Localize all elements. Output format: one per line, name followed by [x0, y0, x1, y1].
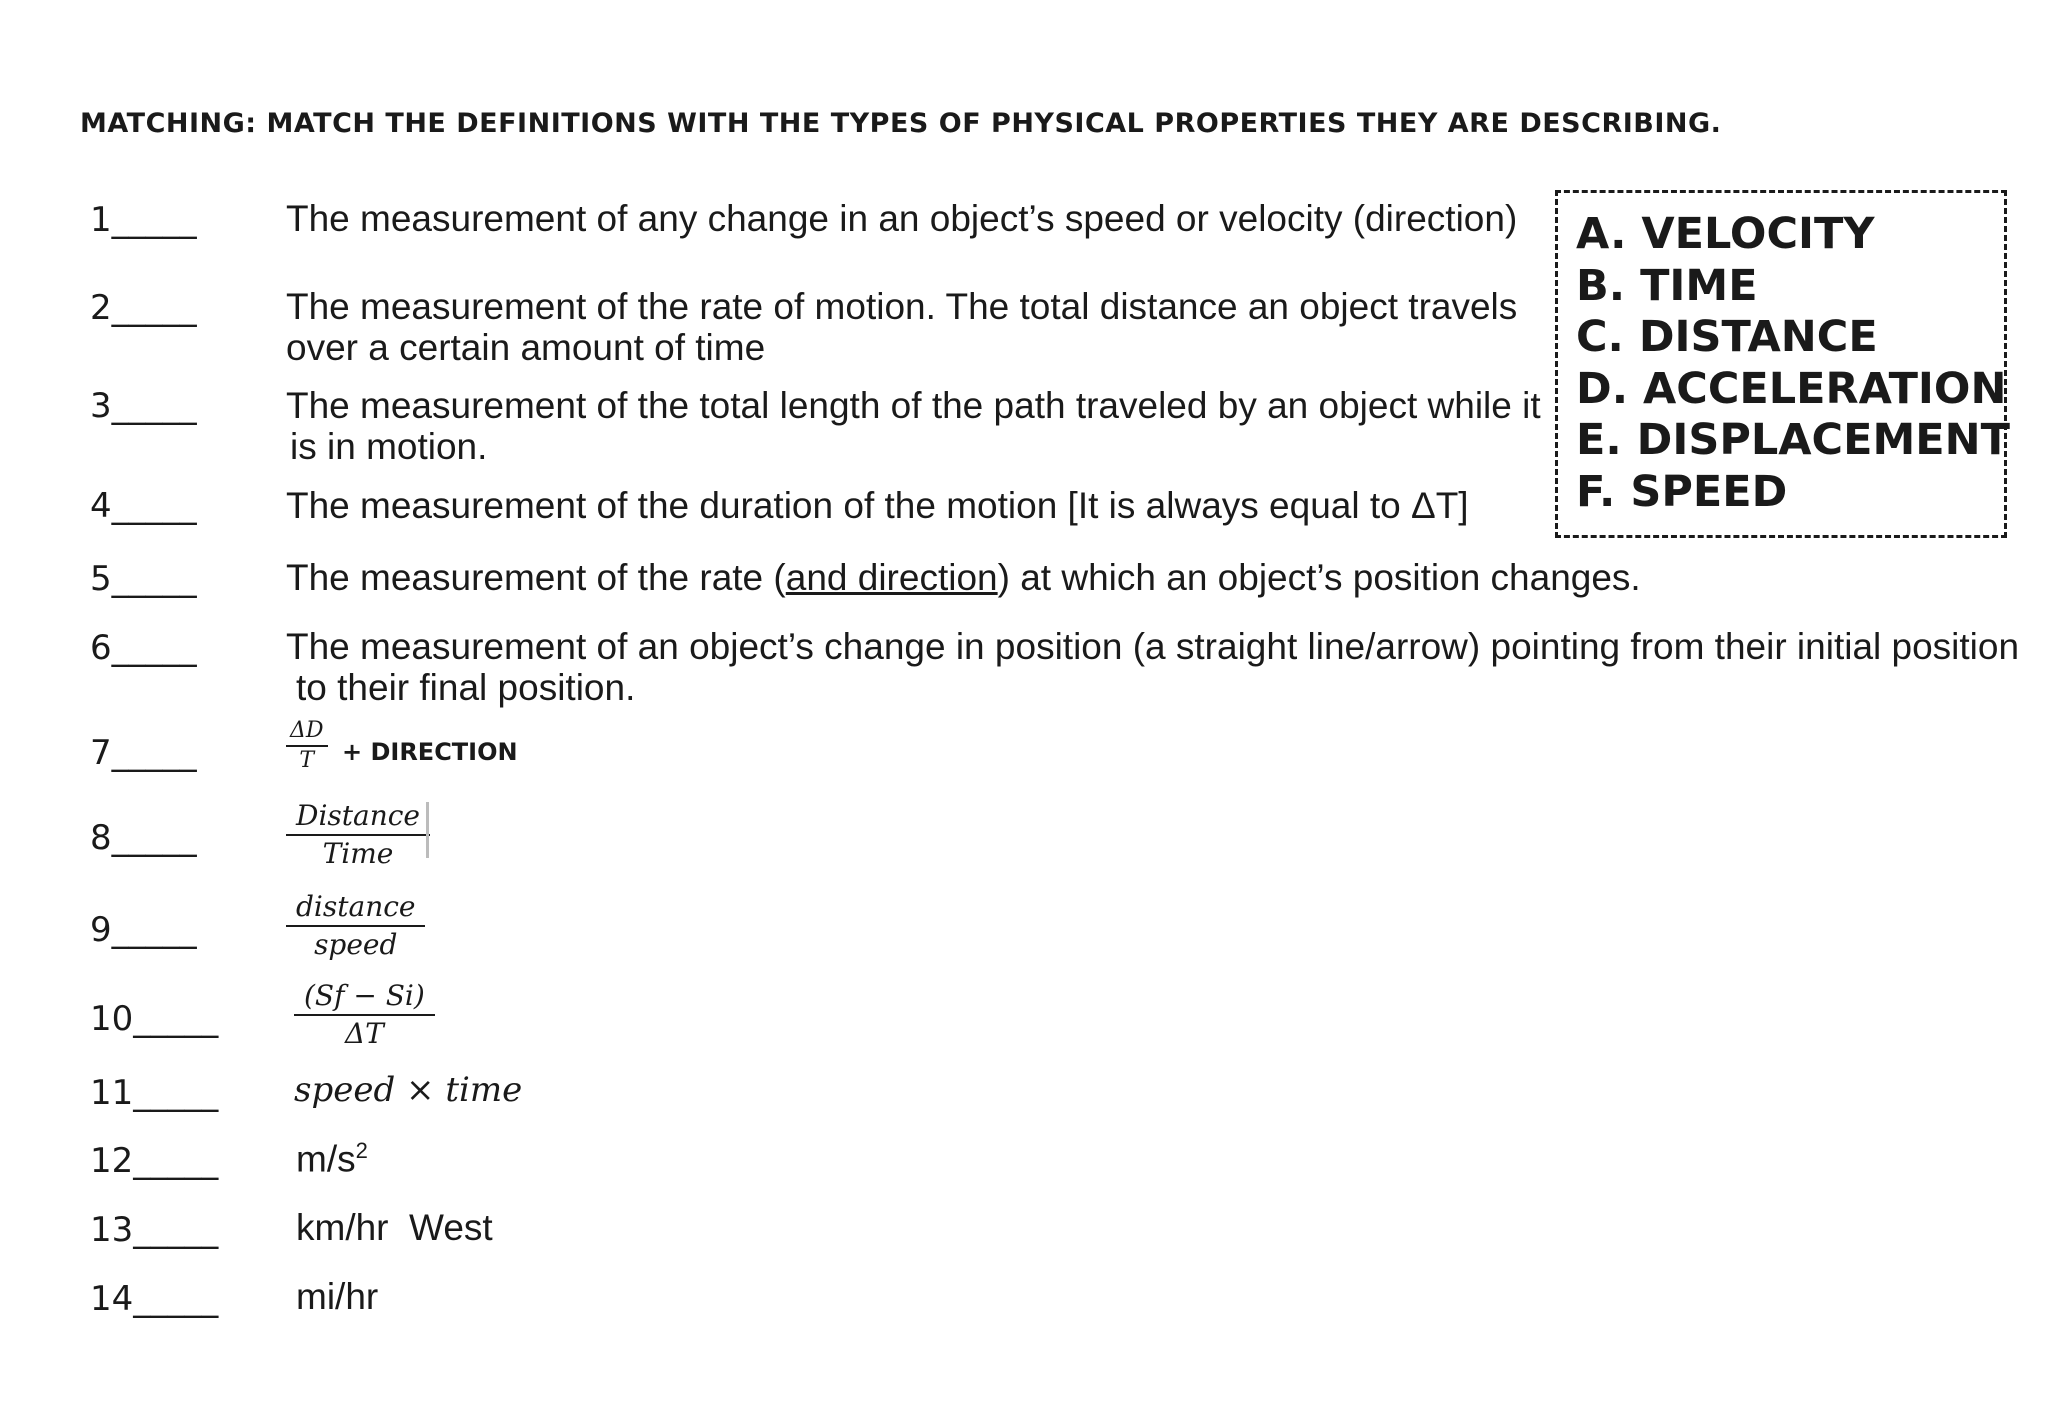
item-12-unit-base: m/s — [296, 1138, 356, 1180]
item-4-line: The measurement of the duration of the motion [It is always equal to ΔT] — [286, 485, 1469, 526]
item-4-definition — [286, 485, 1469, 526]
choice-a: A. VELOCITY — [1576, 209, 1875, 259]
item-11-answer-blank[interactable]: 11_____ — [90, 1073, 219, 1113]
item-2-answer-blank[interactable]: 2_____ — [90, 288, 197, 328]
item-6-line-2: to their final position. — [296, 667, 636, 708]
item-3-line-1: The measurement of the total length of the path traveled by an object while it — [286, 385, 1541, 426]
item-11-expression: speed × time — [294, 1070, 523, 1110]
text-cursor-marker — [426, 802, 429, 858]
item-14-answer-blank[interactable]: 14_____ — [90, 1279, 219, 1319]
item-9-numerator: distance — [296, 890, 416, 923]
item-13-unit: km/hr West — [296, 1207, 493, 1248]
item-3-line-2: is in motion. — [290, 426, 488, 467]
item-6-definition — [286, 626, 2019, 708]
item-10-fraction — [294, 978, 435, 1052]
choice-b: B. TIME — [1576, 260, 1758, 311]
item-4-answer-blank[interactable]: 4_____ — [90, 486, 197, 526]
item-12-unit-exponent: 2 — [355, 1138, 368, 1163]
item-8-answer-blank[interactable]: 8_____ — [90, 818, 197, 858]
answer-choices-box — [1555, 190, 2010, 538]
item-8-fraction — [286, 798, 430, 872]
item-5-text-after: ) at which an object’s position changes. — [997, 557, 1641, 598]
item-10-answer-blank[interactable]: 10_____ — [90, 999, 219, 1039]
item-10-numerator: (Sf − Si) — [304, 979, 425, 1012]
item-7-answer-blank[interactable]: 7_____ — [90, 733, 197, 773]
item-6-answer-blank[interactable]: 6_____ — [90, 628, 197, 668]
item-9-answer-blank[interactable]: 9_____ — [90, 910, 197, 950]
item-5-underlined-text: and direction — [785, 557, 998, 598]
item-6-line-1: The measurement of an object’s change in position (a straight line/arrow) pointing from their initial position — [286, 626, 2020, 667]
item-14-unit: mi/hr — [296, 1276, 379, 1317]
item-1-line: The measurement of any change in an object’s speed or velocity (direction) — [286, 198, 1518, 239]
item-5-definition — [286, 557, 1641, 598]
item-2-line-1: The measurement of the rate of motion. The total distance an object travels — [286, 286, 1518, 327]
instructions-heading: MATCHING: MATCH THE DEFINITIONS WITH THE TYPES OF PHYSICAL PROPERTIES THEY ARE DESCRIBING. — [80, 108, 1722, 139]
item-10-denominator: ΔT — [344, 1017, 384, 1050]
choice-f: F. SPEED — [1576, 466, 1788, 517]
item-7-fraction — [286, 717, 328, 775]
item-2-definition — [286, 286, 1517, 368]
item-3-definition — [286, 385, 1541, 467]
item-2-line-2: over a certain amount of time — [286, 327, 766, 368]
item-7-direction-label: + DIRECTION — [342, 738, 518, 766]
item-8-denominator: Time — [322, 837, 394, 870]
item-1-definition — [286, 198, 1517, 239]
item-12-unit — [296, 1138, 368, 1180]
item-9-fraction — [286, 889, 425, 963]
item-5-answer-blank[interactable]: 5_____ — [90, 559, 197, 599]
item-5-text-before: The measurement of the rate ( — [286, 557, 786, 598]
item-1-answer-blank[interactable]: 1_____ — [90, 200, 197, 240]
item-12-answer-blank[interactable]: 12_____ — [90, 1141, 219, 1181]
item-7-denominator: T — [299, 748, 315, 773]
item-7-numerator: ΔD — [290, 718, 324, 743]
item-8-numerator: Distance — [296, 799, 421, 832]
item-13-answer-blank[interactable]: 13_____ — [90, 1210, 219, 1250]
choice-c: C. DISTANCE — [1576, 312, 1878, 362]
choice-d: D. ACCELERATION — [1576, 363, 2007, 414]
choice-e: E. DISPLACEMENT — [1576, 415, 2010, 465]
item-3-answer-blank[interactable]: 3_____ — [90, 386, 197, 426]
item-9-denominator: speed — [314, 928, 398, 961]
